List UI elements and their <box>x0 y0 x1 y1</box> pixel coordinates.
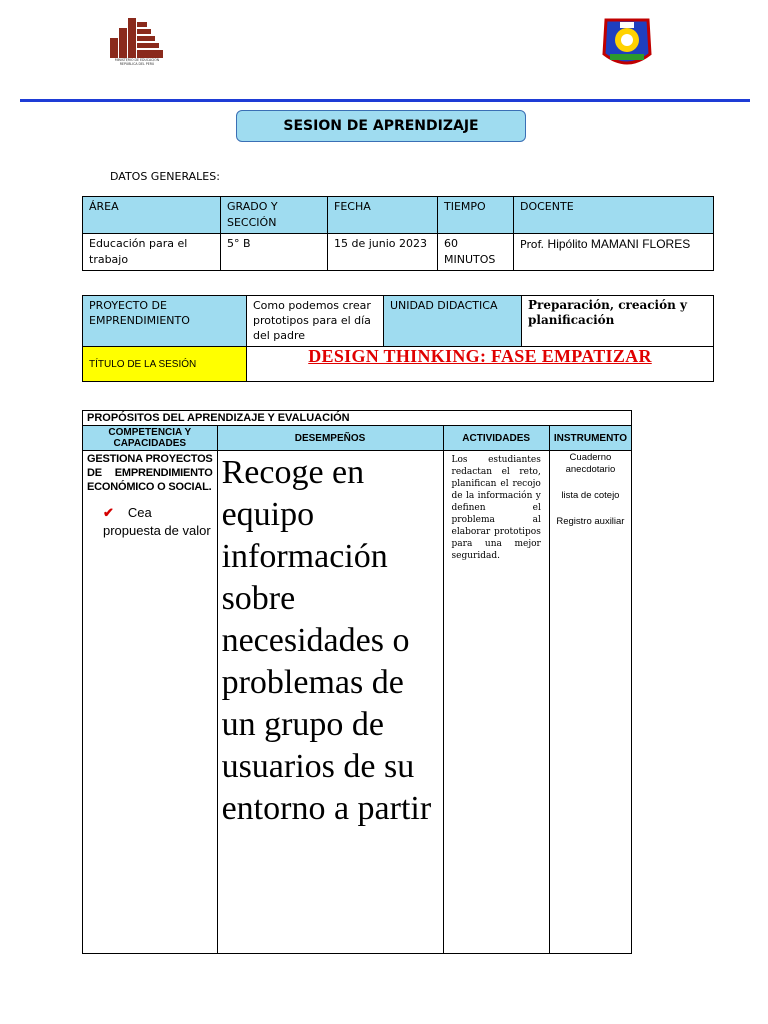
purposes-header-row <box>83 426 632 451</box>
session-title-row <box>83 347 714 382</box>
page-title <box>236 110 526 142</box>
ministry-logo <box>108 16 166 68</box>
docente-name: Hipólito MAMANI FLORES <box>547 237 691 251</box>
unidad-label: UNIDAD DIDACTICA <box>384 296 522 347</box>
capacidad-item <box>87 504 213 540</box>
general-data-table <box>82 196 714 271</box>
desempeno-text: Recoge en equipo información sobre necesidades o problemas de un grupo de usuarios de su entorno a partir <box>217 451 443 954</box>
checkmark-icon: ✔ <box>103 505 114 520</box>
grado-value: 5° B <box>221 234 328 271</box>
header-docente: DOCENTE <box>514 197 714 234</box>
col-instrumento: INSTRUMENTO <box>549 426 631 451</box>
datos-generales-label: DATOS GENERALES: <box>110 170 220 183</box>
competencia-text: GESTIONA PROYECTOS DE EMPRENDIMIENTO ECONÓMICO O SOCIAL. <box>87 453 213 493</box>
ministry-logo-text: MINISTERIO DE EDUCACIÓN REPÚBLICA DEL PERÚ <box>114 58 160 66</box>
actividad-text: Los estudiantes redactan el reto, planifican el recojo de la información y definen el problema al elaborar prototipos para una mejor seguridad. <box>451 455 541 561</box>
titulo-cell <box>247 347 714 382</box>
session-title: DESIGN THINKING: FASE EMPATIZAR <box>308 346 652 366</box>
school-crest-logo <box>600 16 654 72</box>
page-title-text: SESION DE APRENDIZAJE <box>283 118 479 134</box>
docente-prefix: Prof. <box>520 238 545 251</box>
instrumento-2: lista de cotejo <box>561 490 620 501</box>
docente-value <box>514 234 714 271</box>
tiempo-value: 60 MINUTOS <box>438 234 514 271</box>
col-actividades: ACTIVIDADES <box>443 426 549 451</box>
col-competencia: COMPETENCIA Y CAPACIDADES <box>83 426 218 451</box>
proyecto-label: PROYECTO DE EMPRENDIMIENTO <box>83 296 247 347</box>
actividad-cell <box>443 451 549 954</box>
general-data-row <box>83 234 714 271</box>
unidad-value: Preparación, creación y planificación <box>522 296 714 347</box>
project-table <box>82 295 714 382</box>
purposes-content-row <box>83 451 632 954</box>
instrumento-1: Cuaderno anecdotario <box>565 452 616 475</box>
competencia-cell <box>83 451 218 954</box>
header-grado: GRADO Y SECCIÓN <box>221 197 328 234</box>
purposes-title: PROPÓSITOS DEL APRENDIZAJE Y EVALUACIÓN <box>83 411 632 426</box>
header-divider <box>20 99 750 102</box>
general-data-header-row <box>83 197 714 234</box>
instrumentos-cell <box>549 451 631 954</box>
purposes-title-row <box>83 411 632 426</box>
header-area: ÁREA <box>83 197 221 234</box>
purposes-table <box>82 410 632 954</box>
col-desempenos: DESEMPEÑOS <box>217 426 443 451</box>
titulo-label: TÍTULO DE LA SESIÓN <box>83 347 247 382</box>
header-fecha: FECHA <box>328 197 438 234</box>
proyecto-value: Como podemos crear prototipos para el día del padre <box>247 296 384 347</box>
project-row <box>83 296 714 347</box>
area-value: Educación para el trabajo <box>83 234 221 271</box>
capacidad-text: Cea propuesta de valor <box>103 505 211 538</box>
header-tiempo: TIEMPO <box>438 197 514 234</box>
fecha-value: 15 de junio 2023 <box>328 234 438 271</box>
instrumento-3: Registro auxiliar <box>556 516 625 527</box>
